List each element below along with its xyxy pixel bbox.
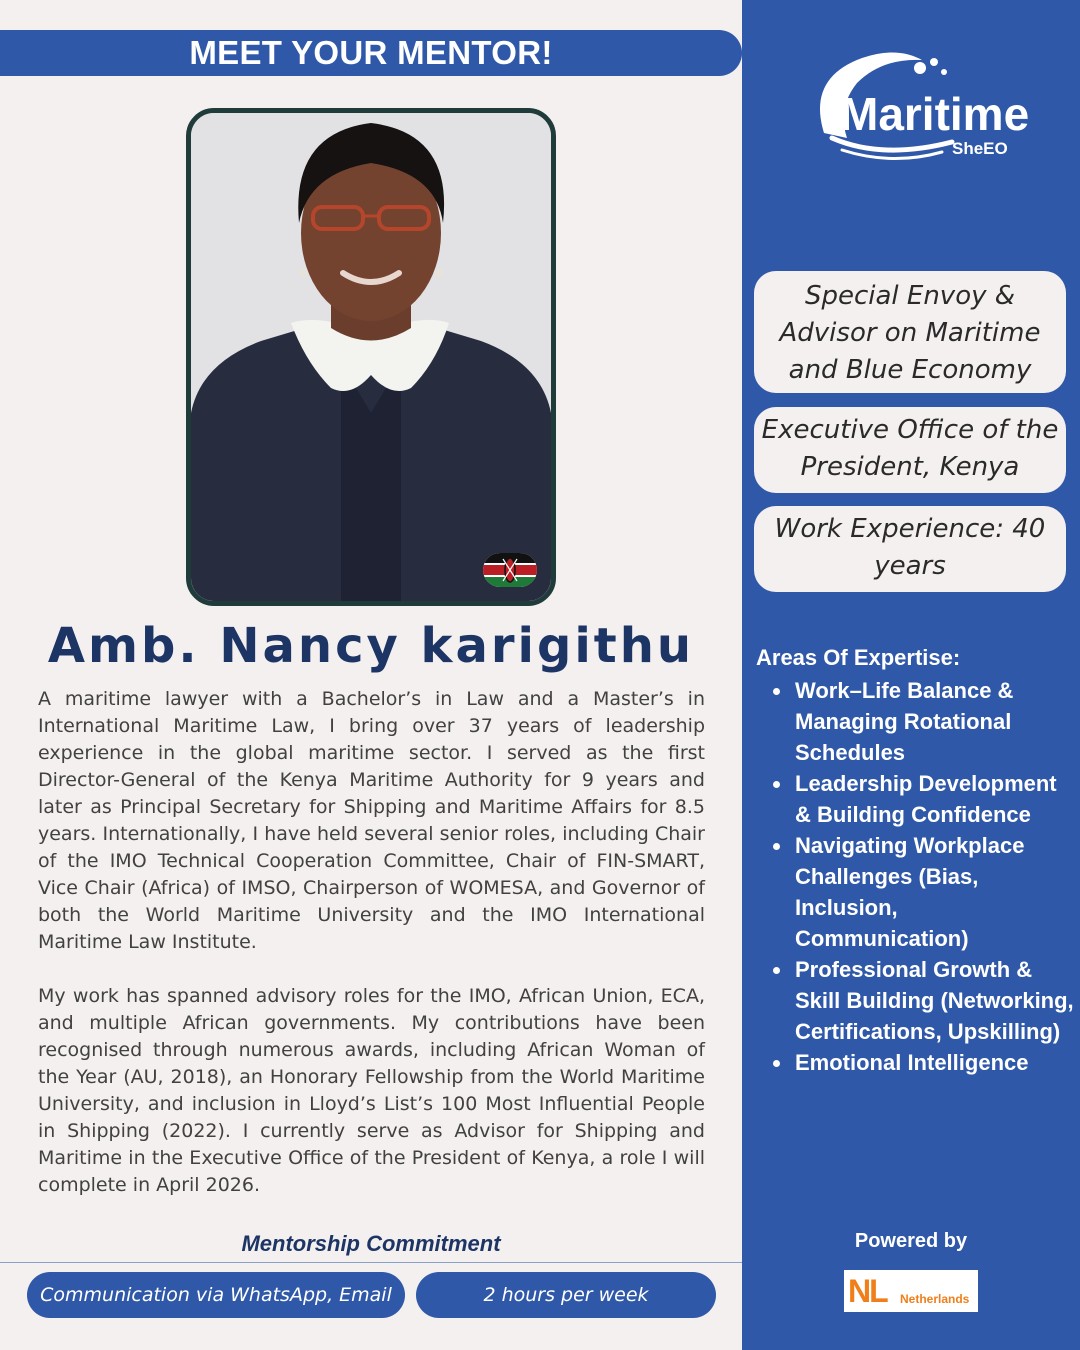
expertise-list xyxy=(756,675,1076,1078)
list-item: Work–Life Balance & Managing Rotational Schedules xyxy=(756,675,1076,768)
maritime-sheeo-logo xyxy=(802,38,1032,163)
powered-by-label: Powered by xyxy=(854,1230,968,1252)
time-commitment-pill: 2 hours per week xyxy=(416,1272,716,1318)
list-item: Leadership Development & Building Confidence xyxy=(756,768,1076,830)
mentor-photo xyxy=(186,108,556,606)
mentor-name: Amb. Nancy karigithu xyxy=(47,618,695,674)
logo-subtitle: SheEO xyxy=(952,139,1008,158)
role-card-experience: Work Experience: 40 years xyxy=(754,506,1066,592)
commitment-divider xyxy=(0,1262,742,1263)
kenya-flag-icon xyxy=(483,553,537,587)
mentor-portrait-icon xyxy=(191,113,551,601)
expertise-title: Areas Of Expertise: xyxy=(756,645,961,670)
list-item: Professional Growth & Skill Building (Networking, Certifications, Upskilling) xyxy=(756,954,1076,1047)
bio-paragraph: A maritime lawyer with a Bachelor’s in Law and a Master’s in International Maritime Law, I bring over 37 years of leadership experience in the global maritime sector. I served as the first Director-General of the Kenya Maritime Authority for 9 years and later as Principal Secretary for Shipping and Maritime Affairs for 8.5 years. Internationally, I have held several senior roles, including Chair of the IMO Technical Cooperation Committee, Chair of FIN-SMART, Vice Chair (Africa) of IMSO, Chairperson of WOMESA, and Governor of both the World Maritime University and the IMO International Maritime Law Institute. xyxy=(38,688,705,953)
nl-logo-word: Netherlands xyxy=(900,1292,970,1306)
nl-logo-letters: NL xyxy=(848,1273,887,1309)
list-item: Navigating Workplace Challenges (Bias, Inclusion, Communication) xyxy=(756,830,1076,954)
list-item: Emotional Intelligence xyxy=(756,1047,1076,1078)
role-card-office: Executive Office of the President, Kenya xyxy=(754,407,1066,493)
commitment-title: Mentorship Commitment xyxy=(241,1231,501,1256)
logo-wordmark: Maritime xyxy=(840,88,1030,140)
page-banner: MEET YOUR MENTOR! xyxy=(0,30,742,76)
mentor-bio xyxy=(38,686,705,1199)
nl-netherlands-logo xyxy=(844,1270,978,1312)
role-card-title: Special Envoy & Advisor on Maritime and Blue Economy xyxy=(754,271,1066,393)
communication-pill: Communication via WhatsApp, Email xyxy=(27,1272,405,1318)
sidebar xyxy=(742,0,1080,1350)
bio-paragraph: My work has spanned advisory roles for the IMO, African Union, ECA, and multiple African governments. My contributions have been recognised through numerous awards, including African Woman of the Year (AU, 2018), an Honorary Fellowship from the World Maritime University, and inclusion in Lloyd’s List’s 100 Most Influential People in Shipping (2022). I currently serve as Advisor for Shipping and Maritime in the Executive Office of the President of Kenya, a role I will complete in April 2026. xyxy=(38,985,705,1196)
wave-logo-icon xyxy=(802,38,1032,163)
